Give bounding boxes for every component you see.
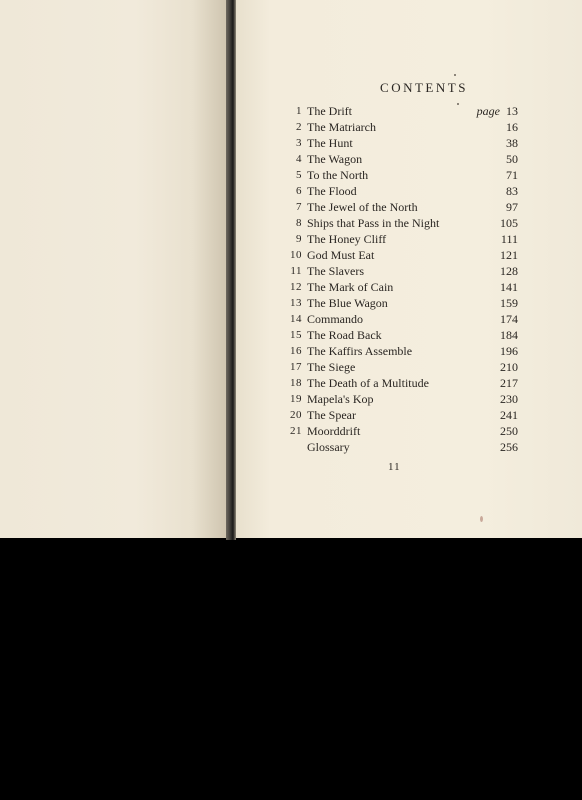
chapter-page-cell — [458, 119, 518, 135]
chapter-page-number: 121 — [500, 248, 518, 262]
chapter-title: The Kaffirs Assemble — [307, 344, 413, 358]
toc-entry — [266, 311, 518, 327]
toc-entry — [266, 407, 518, 423]
chapter-title: God Must Eat — [307, 248, 375, 262]
chapter-page-cell — [458, 247, 518, 263]
chapter-page-number: 16 — [506, 120, 518, 134]
chapter-number: 19 — [290, 393, 302, 405]
chapter-title: The Slavers — [307, 264, 364, 278]
contents-heading: CONTENTS — [380, 80, 468, 95]
chapter-page-cell — [458, 327, 518, 343]
toc-entry — [266, 215, 518, 231]
chapter-page-cell — [458, 135, 518, 151]
chapter-title: The Hunt — [307, 136, 353, 150]
chapter-page-cell — [458, 263, 518, 279]
chapter-page-number: 250 — [500, 424, 518, 438]
toc-entry — [266, 263, 518, 279]
chapter-number: 6 — [296, 185, 302, 197]
chapter-page-number: 97 — [506, 200, 518, 214]
toc-entry — [266, 199, 518, 215]
toc-entry — [266, 135, 518, 151]
chapter-title: The Blue Wagon — [307, 296, 388, 310]
chapter-number: 7 — [296, 201, 302, 213]
chapter-page-number: 184 — [500, 328, 518, 342]
chapter-page-cell — [458, 151, 518, 167]
chapter-title: Glossary — [307, 440, 350, 454]
chapter-page-number: 71 — [506, 168, 518, 182]
toc-entry — [266, 231, 518, 247]
left-page — [0, 0, 226, 538]
chapter-page-cell — [458, 215, 518, 231]
chapter-title: The Siege — [307, 360, 356, 374]
toc-entry — [266, 295, 518, 311]
toc-list — [266, 103, 518, 455]
chapter-title: The Drift — [307, 104, 352, 118]
chapter-page-cell — [458, 391, 518, 407]
chapter-title: Mapela's Kop — [307, 392, 374, 406]
toc-entry — [266, 167, 518, 183]
chapter-page-cell — [458, 199, 518, 215]
chapter-number: 17 — [290, 361, 302, 373]
chapter-title: The Honey Cliff — [307, 232, 387, 246]
chapter-title: Ships that Pass in the Night — [307, 216, 440, 230]
chapter-page-cell — [458, 375, 518, 391]
chapter-page-number: 241 — [500, 408, 518, 422]
book-gutter — [226, 0, 236, 540]
toc-entry — [266, 119, 518, 135]
chapter-number: 16 — [290, 345, 302, 357]
chapter-number: 14 — [290, 313, 302, 325]
chapter-page-cell — [458, 407, 518, 423]
chapter-number: 2 — [296, 121, 302, 133]
chapter-number: 10 — [290, 249, 302, 261]
chapter-page-cell — [458, 359, 518, 375]
chapter-page-number: 128 — [500, 264, 518, 278]
chapter-page-number: 230 — [500, 392, 518, 406]
chapter-number: 4 — [296, 153, 302, 165]
chapter-title: Commando — [307, 312, 363, 326]
chapter-page-number: 210 — [500, 360, 518, 374]
page-label: page — [476, 104, 500, 118]
toc-entry — [266, 327, 518, 343]
chapter-page-cell — [458, 279, 518, 295]
chapter-title: Moorddrift — [307, 424, 361, 438]
toc-entry — [266, 151, 518, 167]
paper-speck — [454, 74, 456, 76]
chapter-page-cell — [458, 295, 518, 311]
chapter-number: 8 — [296, 217, 302, 229]
page-number: 11 — [388, 461, 401, 473]
chapter-title: The Road Back — [307, 328, 382, 342]
chapter-page-number: 256 — [500, 440, 518, 454]
toc-entry — [266, 183, 518, 199]
chapter-page-number: 38 — [506, 136, 518, 150]
toc-entry — [266, 439, 518, 455]
chapter-number: 13 — [290, 297, 302, 309]
chapter-page-number: 111 — [500, 232, 518, 246]
chapter-page-number: 141 — [500, 280, 518, 294]
chapter-title: The Mark of Cain — [307, 280, 394, 294]
chapter-page-number: 83 — [506, 184, 518, 198]
chapter-page-cell — [458, 183, 518, 199]
chapter-page-cell — [458, 231, 518, 247]
chapter-page-number: 13 — [506, 104, 518, 118]
chapter-page-number: 196 — [500, 344, 518, 358]
chapter-title: To the North — [307, 168, 369, 182]
chapter-page-number: 105 — [500, 216, 518, 230]
chapter-number: 20 — [290, 409, 302, 421]
chapter-number: 9 — [296, 233, 302, 245]
chapter-page-cell — [458, 343, 518, 359]
chapter-number: 21 — [290, 425, 302, 437]
chapter-page-cell — [458, 103, 518, 119]
chapter-page-cell — [458, 167, 518, 183]
toc-entry — [266, 359, 518, 375]
toc-entry — [266, 103, 518, 119]
chapter-number: 15 — [290, 329, 302, 341]
chapter-title: The Death of a Multitude — [307, 376, 429, 390]
toc-entry — [266, 375, 518, 391]
chapter-title: The Wagon — [307, 152, 363, 166]
chapter-number: 11 — [290, 265, 302, 277]
chapter-page-number: 159 — [500, 296, 518, 310]
chapter-number: 18 — [290, 377, 302, 389]
chapter-number: 1 — [296, 105, 302, 117]
chapter-title: The Flood — [307, 184, 357, 198]
toc-entry — [266, 391, 518, 407]
toc-entry — [266, 343, 518, 359]
chapter-page-cell — [458, 439, 518, 455]
paper-speck — [480, 516, 483, 522]
chapter-page-number: 50 — [506, 152, 518, 166]
chapter-title: The Jewel of the North — [307, 200, 418, 214]
chapter-page-cell — [458, 423, 518, 439]
chapter-number: 3 — [296, 137, 302, 149]
chapter-title: The Spear — [307, 408, 356, 422]
chapter-title: The Matriarch — [307, 120, 376, 134]
toc-entry — [266, 279, 518, 295]
chapter-page-cell — [458, 311, 518, 327]
toc-entry — [266, 423, 518, 439]
toc-entry — [266, 247, 518, 263]
chapter-page-number: 174 — [500, 312, 518, 326]
chapter-number: 12 — [290, 281, 302, 293]
chapter-page-number: 217 — [500, 376, 518, 390]
chapter-number: 5 — [296, 169, 302, 181]
